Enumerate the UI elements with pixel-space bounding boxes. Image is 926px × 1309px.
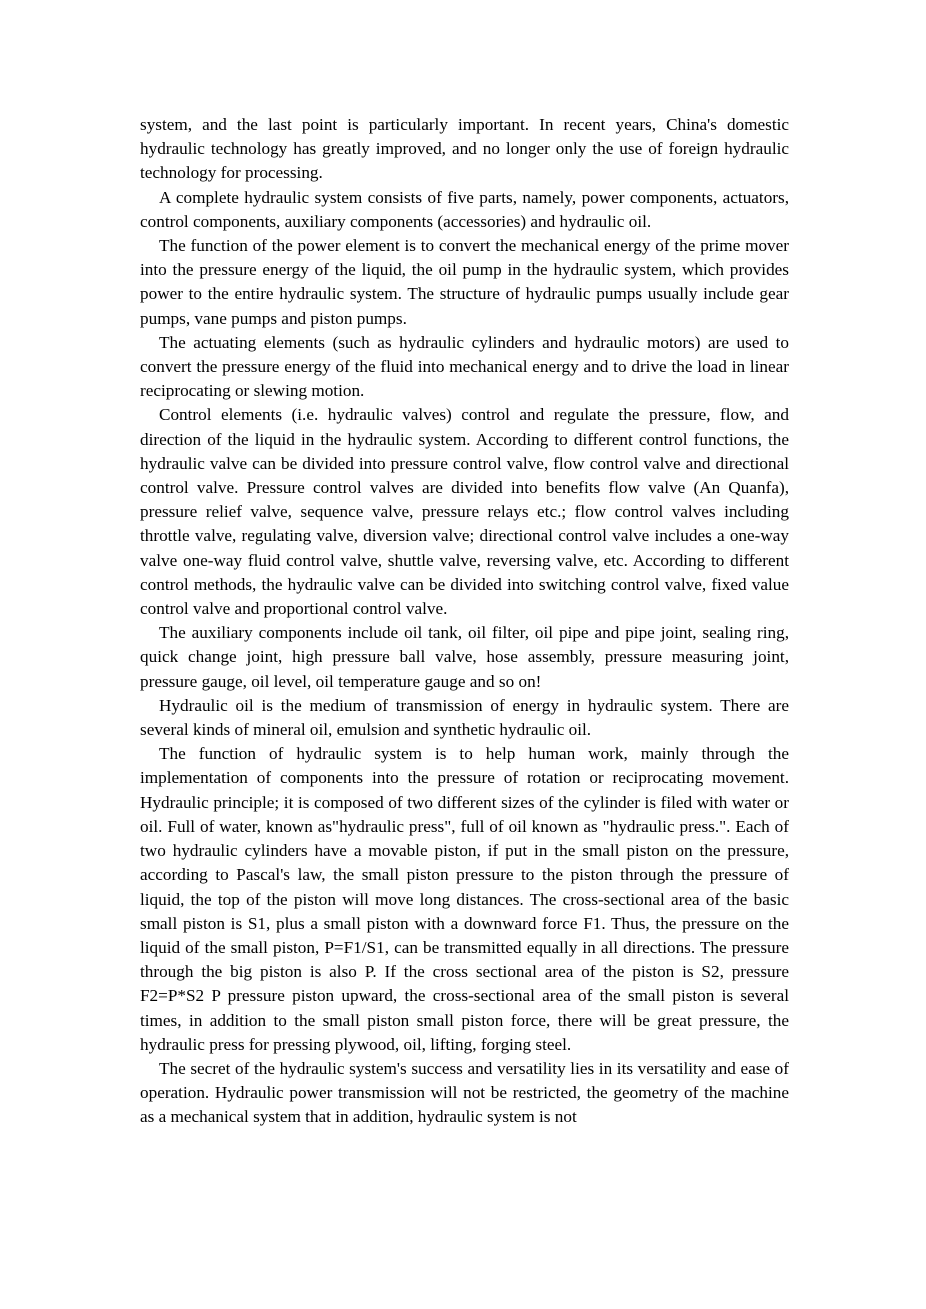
paragraph-system-secret: The secret of the hydraulic system's success and versatility lies in its versatility and ease of operation. Hydraulic power transmission will not be restricted, the geometry of the machine as a mechanical system that in addition, hydraulic system is not	[140, 1058, 789, 1127]
paragraph-hydraulic-oil: Hydraulic oil is the medium of transmission of energy in hydraulic system. There are several kinds of mineral oil, emulsion and synthetic hydraulic oil.	[140, 695, 789, 740]
body-text	[140, 113, 789, 1130]
paragraph-control-elements: Control elements (i.e. hydraulic valves) control and regulate the pressure, flow, and direction of the liquid in the hydraulic system. According to different control functions, the hydraulic valve can be divided into pressure control valve, flow control valve and directional control valve. Pressure control valves are divided into benefits flow valve (An Quanfa), pressure relief valve, sequence valve, pressure relays etc.; flow control valves including throttle valve, regulating valve, diversion valve; directional control valve includes a one-way valve one-way fluid control valve, shuttle valve, reversing valve, etc. According to different control methods, the hydraulic valve can be divided into switching control valve, fixed value control valve and proportional control valve.	[140, 405, 789, 619]
paragraph-actuating-elements: The actuating elements (such as hydraulic cylinders and hydraulic motors) are used to convert the pressure energy of the fluid into mechanical energy and to drive the load in linear reciprocating or slewing motion.	[140, 332, 789, 401]
paragraph-continuation: system, and the last point is particularly important. In recent years, China's domestic hydraulic technology has greatly improved, and no longer only the use of foreign hydraulic technology for processing.	[140, 115, 789, 183]
paragraph-power-element: The function of the power element is to convert the mechanical energy of the prime mover into the pressure energy of the liquid, the oil pump in the hydraulic system, which provides power to the entire hydraulic system. The structure of hydraulic pumps usually include gear pumps, vane pumps and piston pumps.	[140, 236, 789, 328]
paragraph-auxiliary-components: The auxiliary components include oil tank, oil filter, oil pipe and pipe joint, sealing ring, quick change joint, high pressure ball valve, hose assembly, pressure measuring joint, pressure gauge, oil level, oil temperature gauge and so on!	[140, 623, 789, 691]
paragraph-system-function: The function of hydraulic system is to help human work, mainly through the implementation of components into the pressure of rotation or reciprocating movement. Hydraulic principle; it is composed of two different sizes of the cylinder is filed with water or oil. Full of water, known as"hydraulic press", full of oil known as "hydraulic press.". Each of two hydraulic cylinders have a movable piston, if put in the small piston on the pressure, according to Pascal's law, the small piston pressure to the piston through the pressure of liquid, the top of the piston will move long distances. The cross-sectional area of the basic small piston is S1, plus a small piston with a downward force F1. Thus, the pressure on the liquid of the small piston, P=F1/S1, can be transmitted equally in all directions. The pressure through the big piston is also P. If the cross sectional area of the piston is S2, pressure F2=P*S2 P pressure piston upward, the cross-sectional area of the small piston is several times, in addition to the small piston small piston force, there will be great pressure, the hydraulic press for pressing plywood, oil, lifting, forging steel.	[140, 744, 789, 1054]
paragraph-system-parts: A complete hydraulic system consists of five parts, namely, power components, actuators, control components, auxiliary components (accessories) and hydraulic oil.	[140, 187, 789, 231]
